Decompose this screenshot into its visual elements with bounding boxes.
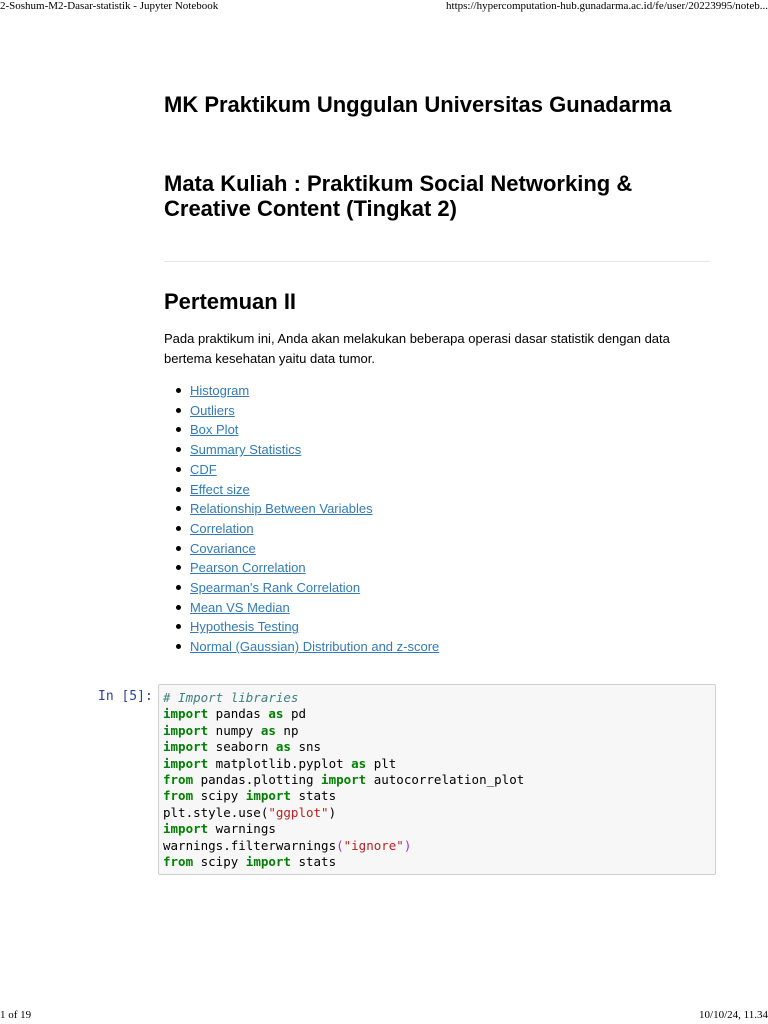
toc-link[interactable]: Summary Statistics [190, 442, 302, 458]
toc-link[interactable]: Effect size [190, 481, 250, 497]
code-token-plain: pandas.plotting [193, 772, 322, 788]
toc-link[interactable]: Correlation [190, 520, 254, 536]
page-number: 1 of 19 [0, 1009, 32, 1021]
code-token-plain: pandas [208, 706, 269, 722]
table-of-contents [164, 381, 439, 657]
course-heading: Mata Kuliah : Praktikum Social Networking & Creative Content (Tingkat 2) [164, 171, 633, 221]
code-token-plain: scipy [193, 854, 246, 870]
code-token-plain: plt.style.use( [163, 804, 269, 820]
code-token-keyword: as [268, 706, 284, 722]
print-page-url: https://hypercomputation-hub.gunadarma.ac.id/fe/user/20223995/noteb... [446, 0, 768, 12]
toc-link[interactable]: Mean VS Median [190, 599, 290, 615]
print-page-title: 2-Soshum-M2-Dasar-statistik - Jupyter Notebook [0, 0, 219, 12]
toc-item [190, 598, 439, 618]
code-token-string: "ggplot" [268, 804, 329, 820]
toc-link[interactable]: Normal (Gaussian) Distribution and z-score [190, 639, 440, 655]
code-token-plain: stats [290, 788, 337, 804]
code-token-keyword: as [260, 722, 276, 738]
code-token-keyword: import [163, 739, 209, 755]
code-token-plain: stats [290, 854, 337, 870]
toc-link[interactable]: Pearson Correlation [190, 560, 306, 576]
code-token-plain: np [275, 722, 299, 738]
toc-item [190, 617, 439, 637]
code-token-plain: ) [328, 804, 337, 820]
toc-item [190, 637, 439, 657]
cell-prompt: In [5]: [98, 689, 153, 704]
code-token-keyword: import [245, 854, 291, 870]
code-token-keyword: import [245, 788, 291, 804]
code-token-keyword: import [163, 821, 209, 837]
toc-item [190, 539, 439, 559]
code-token-keyword: as [351, 755, 367, 771]
toc-item [190, 578, 439, 598]
toc-item [190, 499, 439, 519]
code-token-plain: sns [290, 739, 322, 755]
toc-item [190, 440, 439, 460]
toc-item [190, 401, 439, 421]
code-token-plain: warnings.filterwarnings [163, 837, 337, 853]
print-header [0, 0, 768, 14]
code-token-keyword: import [163, 755, 209, 771]
toc-link[interactable]: Covariance [190, 540, 256, 556]
code-token-op: ) [403, 837, 412, 853]
code-token-plain: warnings [208, 821, 276, 837]
toc-item [190, 519, 439, 539]
print-timestamp: 10/10/24, 11.34 [699, 1009, 768, 1021]
code-cell[interactable] [158, 684, 716, 875]
intro-paragraph: Pada praktikum ini, Anda akan melakukan beberapa operasi dasar statistik dengan data bertema kesehatan yaitu data tumor. [164, 331, 670, 366]
toc-link[interactable]: Hypothesis Testing [190, 619, 299, 635]
meeting-heading: Pertemuan II [164, 289, 297, 314]
print-footer [0, 1009, 768, 1023]
code-token-op: ( [336, 837, 344, 853]
code-token-plain: numpy [208, 722, 261, 738]
toc-link[interactable]: Spearman's Rank Correlation [190, 580, 361, 596]
code-token-keyword: from [163, 772, 194, 788]
code-token-string: "ignore" [343, 837, 404, 853]
notebook-title: MK Praktikum Unggulan Universitas Gunadarma [164, 92, 672, 117]
code-token-keyword: import [163, 722, 209, 738]
code-token-plain: scipy [193, 788, 246, 804]
toc-link[interactable]: Box Plot [190, 422, 239, 438]
toc-link[interactable]: Histogram [190, 383, 250, 398]
code-token-plain: autocorrelation_plot [366, 772, 525, 788]
code-token-plain: seaborn [208, 739, 276, 755]
toc-item [190, 480, 439, 500]
code-token-plain: pd [283, 706, 307, 722]
code-editor[interactable] [159, 685, 715, 870]
code-token-keyword: from [163, 854, 194, 870]
toc-item [190, 381, 439, 401]
code-token-keyword: as [275, 739, 291, 755]
code-token-plain: plt [366, 755, 397, 771]
code-token-keyword: from [163, 788, 194, 804]
code-token-plain: matplotlib.pyplot [208, 755, 352, 771]
toc-item [190, 558, 439, 578]
section-divider [164, 261, 710, 262]
toc-link[interactable]: Outliers [190, 402, 235, 418]
code-token-comment: # Import libraries [163, 690, 299, 705]
toc-item [190, 420, 439, 440]
toc-link[interactable]: CDF [190, 461, 217, 477]
code-token-keyword: import [163, 706, 209, 722]
toc-item [190, 460, 439, 480]
toc-link[interactable]: Relationship Between Variables [190, 501, 373, 517]
code-token-keyword: import [321, 772, 367, 788]
